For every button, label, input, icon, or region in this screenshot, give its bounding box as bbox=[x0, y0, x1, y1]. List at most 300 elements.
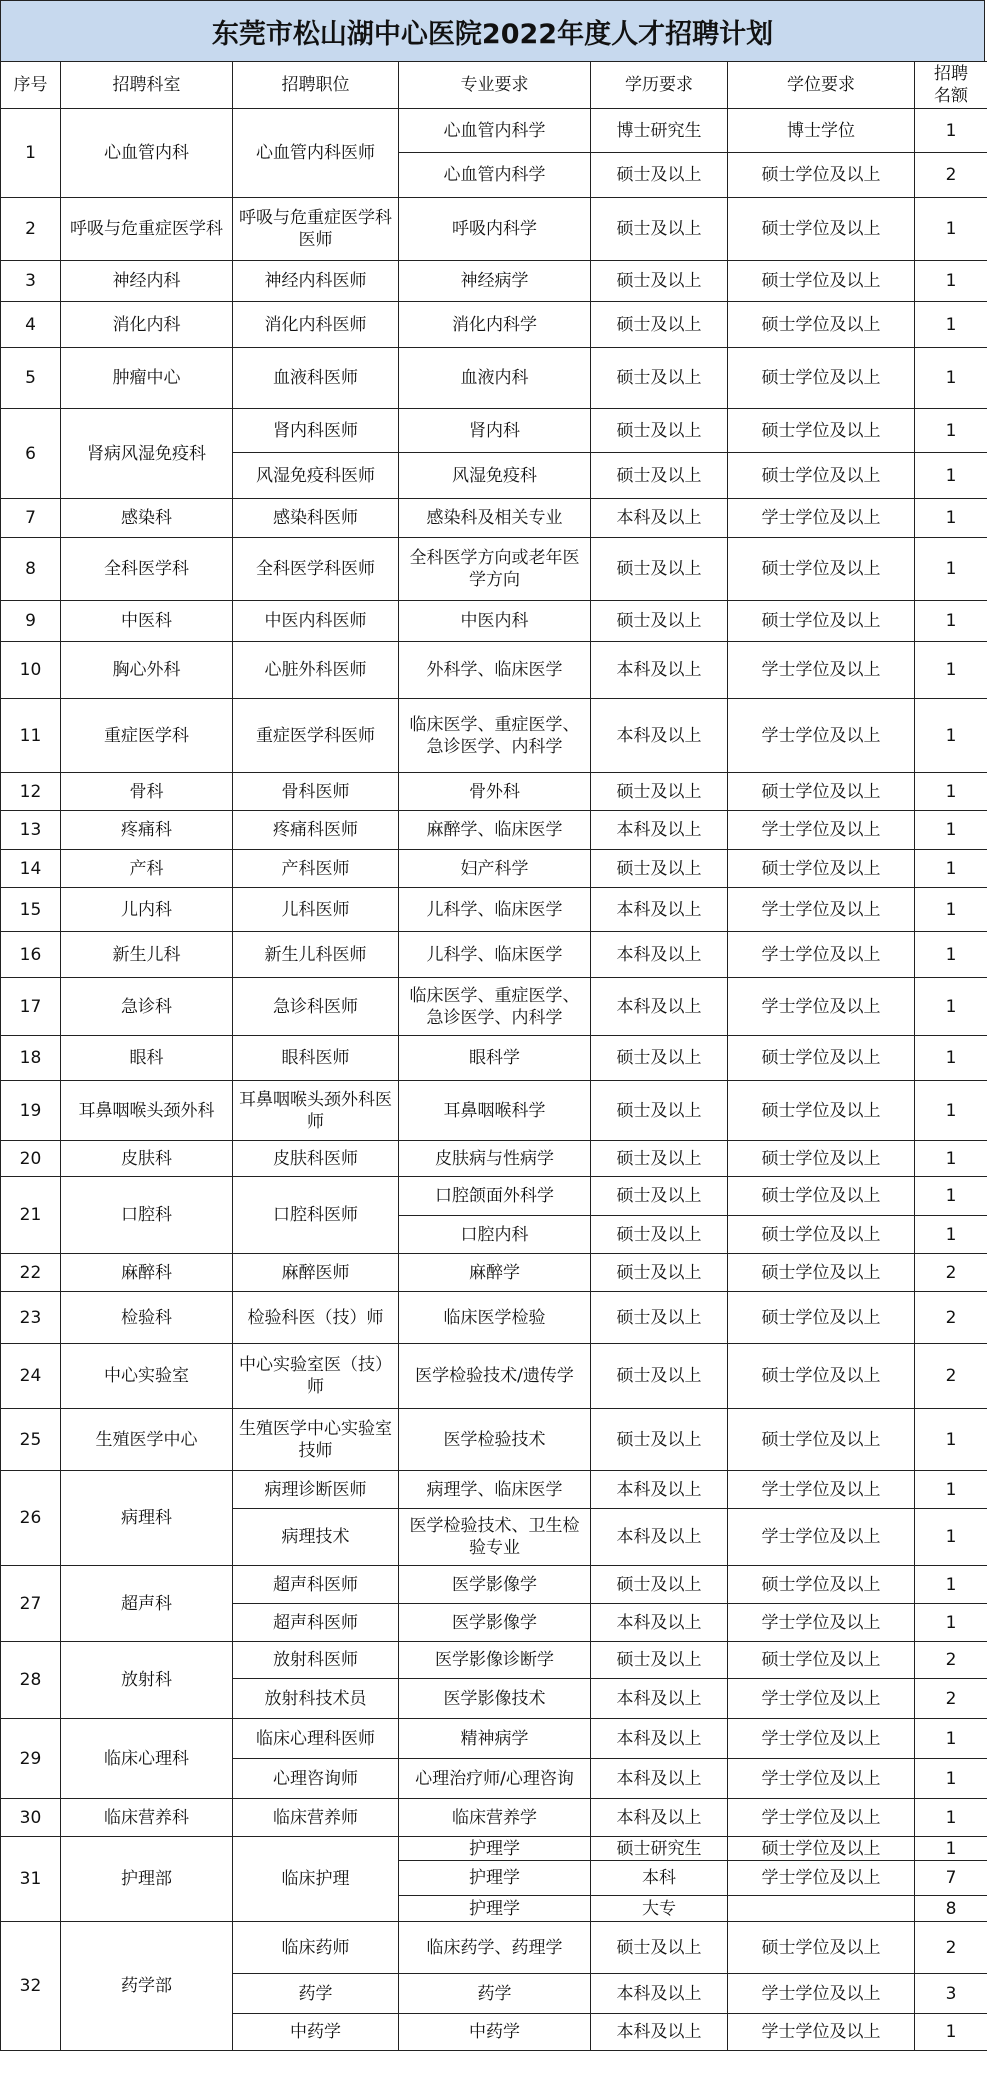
cell-degree: 学士学位及以上 bbox=[728, 699, 915, 773]
cell-degree: 学士学位及以上 bbox=[728, 978, 915, 1036]
cell-degree: 硕士学位及以上 bbox=[728, 198, 915, 261]
cell-degree: 学士学位及以上 bbox=[728, 1679, 915, 1719]
cell-major: 医学影像技术 bbox=[399, 1679, 591, 1719]
cell-no: 16 bbox=[1, 932, 61, 978]
cell-education: 本科及以上 bbox=[591, 1719, 728, 1759]
cell-no: 29 bbox=[1, 1719, 61, 1799]
cell-education: 本科及以上 bbox=[591, 499, 728, 538]
cell-degree: 硕士学位及以上 bbox=[728, 453, 915, 499]
cell-major: 麻醉学、临床医学 bbox=[399, 811, 591, 850]
table-row bbox=[1, 1344, 987, 1409]
cell-position: 疼痛科医师 bbox=[233, 811, 399, 850]
cell-count: 1 bbox=[915, 109, 987, 153]
cell-position: 药学 bbox=[233, 1974, 399, 2014]
cell-position: 临床营养师 bbox=[233, 1799, 399, 1837]
table-row bbox=[1, 1292, 987, 1344]
table-row bbox=[1, 109, 987, 153]
cell-education: 本科及以上 bbox=[591, 2014, 728, 2051]
cell-no: 10 bbox=[1, 642, 61, 699]
cell-count: 2 bbox=[915, 1642, 987, 1679]
cell-degree: 硕士学位及以上 bbox=[728, 1837, 915, 1861]
cell-department: 中心实验室 bbox=[61, 1344, 233, 1409]
cell-no: 2 bbox=[1, 198, 61, 261]
table-row bbox=[1, 1922, 987, 1974]
cell-education: 本科及以上 bbox=[591, 1799, 728, 1837]
cell-education: 硕士及以上 bbox=[591, 1344, 728, 1409]
cell-education: 硕士及以上 bbox=[591, 409, 728, 453]
table-row bbox=[1, 499, 987, 538]
cell-no: 15 bbox=[1, 888, 61, 932]
cell-no: 27 bbox=[1, 1566, 61, 1642]
cell-count: 1 bbox=[915, 932, 987, 978]
cell-count: 1 bbox=[915, 261, 987, 302]
cell-education: 本科及以上 bbox=[591, 1759, 728, 1799]
table-row bbox=[1, 261, 987, 302]
table-row bbox=[1, 1719, 987, 1759]
cell-count: 1 bbox=[915, 1719, 987, 1759]
cell-department: 耳鼻咽喉头颈外科 bbox=[61, 1081, 233, 1141]
cell-major: 医学影像诊断学 bbox=[399, 1642, 591, 1679]
cell-degree: 硕士学位及以上 bbox=[728, 773, 915, 811]
cell-major: 中药学 bbox=[399, 2014, 591, 2051]
table-row bbox=[1, 642, 987, 699]
cell-position: 风湿免疫科医师 bbox=[233, 453, 399, 499]
cell-position: 麻醉医师 bbox=[233, 1254, 399, 1292]
cell-education: 硕士及以上 bbox=[591, 1254, 728, 1292]
header-department: 招聘科室 bbox=[61, 62, 233, 109]
cell-position: 超声科医师 bbox=[233, 1604, 399, 1642]
cell-count: 1 bbox=[915, 1036, 987, 1081]
cell-major: 护理学 bbox=[399, 1837, 591, 1861]
table-row bbox=[1, 850, 987, 888]
cell-major: 精神病学 bbox=[399, 1719, 591, 1759]
table-row bbox=[1, 699, 987, 773]
table-row bbox=[1, 1799, 987, 1837]
cell-position: 感染科医师 bbox=[233, 499, 399, 538]
cell-no: 4 bbox=[1, 302, 61, 348]
table-row bbox=[1, 198, 987, 261]
cell-degree: 学士学位及以上 bbox=[728, 1799, 915, 1837]
cell-count: 1 bbox=[915, 1409, 987, 1471]
table-row bbox=[1, 811, 987, 850]
cell-degree: 硕士学位及以上 bbox=[728, 601, 915, 642]
cell-count: 1 bbox=[915, 1799, 987, 1837]
cell-position: 呼吸与危重症医学科医师 bbox=[233, 198, 399, 261]
cell-education: 硕士及以上 bbox=[591, 1642, 728, 1679]
cell-no: 31 bbox=[1, 1837, 61, 1922]
table-row bbox=[1, 1036, 987, 1081]
cell-count: 1 bbox=[915, 348, 987, 409]
table-row bbox=[1, 773, 987, 811]
cell-no: 32 bbox=[1, 1922, 61, 2051]
cell-education: 本科及以上 bbox=[591, 978, 728, 1036]
header-no: 序号 bbox=[1, 62, 61, 109]
cell-department: 眼科 bbox=[61, 1036, 233, 1081]
table-row bbox=[1, 348, 987, 409]
cell-count: 1 bbox=[915, 642, 987, 699]
cell-count: 3 bbox=[915, 1974, 987, 2014]
cell-count: 1 bbox=[915, 1566, 987, 1604]
cell-no: 30 bbox=[1, 1799, 61, 1837]
cell-count: 2 bbox=[915, 1679, 987, 1719]
cell-education: 硕士及以上 bbox=[591, 601, 728, 642]
cell-count: 1 bbox=[915, 499, 987, 538]
cell-department: 胸心外科 bbox=[61, 642, 233, 699]
cell-department: 心血管内科 bbox=[61, 109, 233, 198]
cell-position: 神经内科医师 bbox=[233, 261, 399, 302]
table-row bbox=[1, 1254, 987, 1292]
cell-degree: 学士学位及以上 bbox=[728, 888, 915, 932]
cell-department: 呼吸与危重症医学科 bbox=[61, 198, 233, 261]
cell-education: 本科及以上 bbox=[591, 699, 728, 773]
header-row bbox=[1, 62, 987, 109]
cell-degree: 硕士学位及以上 bbox=[728, 348, 915, 409]
cell-major: 感染科及相关专业 bbox=[399, 499, 591, 538]
cell-degree: 博士学位 bbox=[728, 109, 915, 153]
cell-position: 病理技术 bbox=[233, 1509, 399, 1566]
cell-degree: 学士学位及以上 bbox=[728, 1759, 915, 1799]
cell-education: 硕士及以上 bbox=[591, 1409, 728, 1471]
table-row bbox=[1, 302, 987, 348]
cell-major: 妇产科学 bbox=[399, 850, 591, 888]
cell-no: 18 bbox=[1, 1036, 61, 1081]
cell-education: 本科及以上 bbox=[591, 1471, 728, 1509]
table-row bbox=[1, 1566, 987, 1604]
cell-major: 临床医学检验 bbox=[399, 1292, 591, 1344]
cell-department: 疼痛科 bbox=[61, 811, 233, 850]
cell-degree: 硕士学位及以上 bbox=[728, 409, 915, 453]
cell-position: 中医内科医师 bbox=[233, 601, 399, 642]
cell-count: 1 bbox=[915, 773, 987, 811]
cell-count: 1 bbox=[915, 302, 987, 348]
cell-major: 肾内科 bbox=[399, 409, 591, 453]
table-row bbox=[1, 538, 987, 601]
cell-count: 1 bbox=[915, 811, 987, 850]
cell-education: 本科及以上 bbox=[591, 888, 728, 932]
cell-education: 本科及以上 bbox=[591, 1604, 728, 1642]
cell-major: 临床医学、重症医学、急诊医学、内科学 bbox=[399, 978, 591, 1036]
cell-count: 1 bbox=[915, 538, 987, 601]
cell-department: 麻醉科 bbox=[61, 1254, 233, 1292]
cell-degree: 学士学位及以上 bbox=[728, 642, 915, 699]
cell-education: 大专 bbox=[591, 1896, 728, 1922]
cell-position: 检验科医（技）师 bbox=[233, 1292, 399, 1344]
cell-no: 22 bbox=[1, 1254, 61, 1292]
cell-count: 7 bbox=[915, 1861, 987, 1896]
cell-education: 硕士及以上 bbox=[591, 1292, 728, 1344]
cell-degree: 硕士学位及以上 bbox=[728, 1177, 915, 1216]
table-row bbox=[1, 978, 987, 1036]
cell-degree: 硕士学位及以上 bbox=[728, 538, 915, 601]
cell-department: 临床心理科 bbox=[61, 1719, 233, 1799]
cell-department: 放射科 bbox=[61, 1642, 233, 1719]
cell-major: 儿科学、临床医学 bbox=[399, 888, 591, 932]
cell-major: 护理学 bbox=[399, 1861, 591, 1896]
cell-degree: 学士学位及以上 bbox=[728, 1471, 915, 1509]
cell-department: 生殖医学中心 bbox=[61, 1409, 233, 1471]
cell-no: 1 bbox=[1, 109, 61, 198]
cell-major: 心血管内科学 bbox=[399, 109, 591, 153]
cell-position: 儿科医师 bbox=[233, 888, 399, 932]
cell-education: 硕士及以上 bbox=[591, 1036, 728, 1081]
cell-major: 护理学 bbox=[399, 1896, 591, 1922]
cell-major: 医学检验技术、卫生检验专业 bbox=[399, 1509, 591, 1566]
cell-no: 3 bbox=[1, 261, 61, 302]
cell-degree: 硕士学位及以上 bbox=[728, 850, 915, 888]
cell-education: 本科及以上 bbox=[591, 932, 728, 978]
cell-education: 硕士及以上 bbox=[591, 198, 728, 261]
cell-no: 6 bbox=[1, 409, 61, 499]
cell-position: 心理咨询师 bbox=[233, 1759, 399, 1799]
cell-count: 1 bbox=[915, 601, 987, 642]
cell-education: 本科及以上 bbox=[591, 1509, 728, 1566]
cell-count: 1 bbox=[915, 1177, 987, 1216]
cell-department: 骨科 bbox=[61, 773, 233, 811]
cell-education: 硕士及以上 bbox=[591, 302, 728, 348]
header-position: 招聘职位 bbox=[233, 62, 399, 109]
cell-count: 1 bbox=[915, 409, 987, 453]
cell-education: 硕士及以上 bbox=[591, 773, 728, 811]
cell-degree: 硕士学位及以上 bbox=[728, 1036, 915, 1081]
cell-education: 硕士及以上 bbox=[591, 453, 728, 499]
cell-position: 临床心理科医师 bbox=[233, 1719, 399, 1759]
cell-department: 新生儿科 bbox=[61, 932, 233, 978]
cell-major: 神经病学 bbox=[399, 261, 591, 302]
table-row bbox=[1, 1642, 987, 1679]
cell-education: 本科 bbox=[591, 1861, 728, 1896]
cell-count: 1 bbox=[915, 2014, 987, 2051]
cell-major: 心血管内科学 bbox=[399, 153, 591, 198]
cell-major: 耳鼻咽喉科学 bbox=[399, 1081, 591, 1141]
cell-position: 眼科医师 bbox=[233, 1036, 399, 1081]
cell-education: 硕士及以上 bbox=[591, 1216, 728, 1254]
table-row bbox=[1, 409, 987, 453]
cell-position: 肾内科医师 bbox=[233, 409, 399, 453]
cell-count: 2 bbox=[915, 1922, 987, 1974]
cell-major: 血液内科 bbox=[399, 348, 591, 409]
cell-major: 临床医学、重症医学、急诊医学、内科学 bbox=[399, 699, 591, 773]
cell-department: 护理部 bbox=[61, 1837, 233, 1922]
cell-degree bbox=[728, 1896, 915, 1922]
cell-degree: 学士学位及以上 bbox=[728, 1974, 915, 2014]
cell-degree: 学士学位及以上 bbox=[728, 1604, 915, 1642]
cell-position: 临床护理 bbox=[233, 1837, 399, 1922]
cell-major: 口腔内科 bbox=[399, 1216, 591, 1254]
cell-department: 神经内科 bbox=[61, 261, 233, 302]
cell-department: 药学部 bbox=[61, 1922, 233, 2051]
cell-no: 8 bbox=[1, 538, 61, 601]
cell-major: 临床药学、药理学 bbox=[399, 1922, 591, 1974]
cell-department: 检验科 bbox=[61, 1292, 233, 1344]
cell-major: 医学检验技术/遗传学 bbox=[399, 1344, 591, 1409]
cell-position: 重症医学科医师 bbox=[233, 699, 399, 773]
cell-no: 12 bbox=[1, 773, 61, 811]
table-row bbox=[1, 601, 987, 642]
cell-no: 11 bbox=[1, 699, 61, 773]
header-count: 招聘 名额 bbox=[915, 62, 987, 109]
cell-degree: 硕士学位及以上 bbox=[728, 1292, 915, 1344]
cell-position: 全科医学科医师 bbox=[233, 538, 399, 601]
cell-degree: 硕士学位及以上 bbox=[728, 1566, 915, 1604]
cell-education: 硕士及以上 bbox=[591, 261, 728, 302]
cell-count: 1 bbox=[915, 699, 987, 773]
cell-major: 药学 bbox=[399, 1974, 591, 2014]
table-row bbox=[1, 1081, 987, 1141]
cell-position: 中心实验室医（技）师 bbox=[233, 1344, 399, 1409]
cell-major: 麻醉学 bbox=[399, 1254, 591, 1292]
cell-department: 病理科 bbox=[61, 1471, 233, 1566]
cell-count: 8 bbox=[915, 1896, 987, 1922]
cell-education: 硕士及以上 bbox=[591, 1081, 728, 1141]
table-row bbox=[1, 932, 987, 978]
cell-count: 2 bbox=[915, 1254, 987, 1292]
cell-no: 25 bbox=[1, 1409, 61, 1471]
cell-position: 新生儿科医师 bbox=[233, 932, 399, 978]
cell-count: 1 bbox=[915, 1216, 987, 1254]
cell-education: 本科及以上 bbox=[591, 642, 728, 699]
cell-education: 硕士及以上 bbox=[591, 538, 728, 601]
cell-position: 耳鼻咽喉头颈外科医师 bbox=[233, 1081, 399, 1141]
cell-major: 临床营养学 bbox=[399, 1799, 591, 1837]
cell-position: 心脏外科医师 bbox=[233, 642, 399, 699]
header-degree: 学位要求 bbox=[728, 62, 915, 109]
cell-count: 1 bbox=[915, 850, 987, 888]
cell-position: 生殖医学中心实验室技师 bbox=[233, 1409, 399, 1471]
cell-position: 皮肤科医师 bbox=[233, 1141, 399, 1177]
cell-count: 1 bbox=[915, 1604, 987, 1642]
table-row bbox=[1, 1141, 987, 1177]
cell-education: 博士研究生 bbox=[591, 109, 728, 153]
cell-position: 急诊科医师 bbox=[233, 978, 399, 1036]
cell-degree: 硕士学位及以上 bbox=[728, 153, 915, 198]
cell-position: 放射科医师 bbox=[233, 1642, 399, 1679]
cell-count: 1 bbox=[915, 1471, 987, 1509]
page-title: 东莞市松山湖中心医院2022年度人才招聘计划 bbox=[0, 0, 985, 62]
cell-degree: 学士学位及以上 bbox=[728, 1509, 915, 1566]
cell-position: 口腔科医师 bbox=[233, 1177, 399, 1254]
cell-count: 2 bbox=[915, 1344, 987, 1409]
cell-count: 1 bbox=[915, 978, 987, 1036]
cell-department: 临床营养科 bbox=[61, 1799, 233, 1837]
cell-count: 1 bbox=[915, 198, 987, 261]
cell-department: 肾病风湿免疫科 bbox=[61, 409, 233, 499]
table-row bbox=[1, 1471, 987, 1509]
cell-no: 19 bbox=[1, 1081, 61, 1141]
recruitment-table bbox=[0, 61, 987, 2051]
cell-no: 24 bbox=[1, 1344, 61, 1409]
cell-major: 医学检验技术 bbox=[399, 1409, 591, 1471]
cell-major: 口腔颌面外科学 bbox=[399, 1177, 591, 1216]
cell-position: 超声科医师 bbox=[233, 1566, 399, 1604]
table-row bbox=[1, 1409, 987, 1471]
table-body bbox=[1, 109, 987, 2051]
cell-no: 21 bbox=[1, 1177, 61, 1254]
cell-no: 20 bbox=[1, 1141, 61, 1177]
cell-major: 外科学、临床医学 bbox=[399, 642, 591, 699]
cell-count: 1 bbox=[915, 453, 987, 499]
cell-no: 17 bbox=[1, 978, 61, 1036]
cell-degree: 硕士学位及以上 bbox=[728, 1141, 915, 1177]
cell-major: 儿科学、临床医学 bbox=[399, 932, 591, 978]
cell-degree: 硕士学位及以上 bbox=[728, 1344, 915, 1409]
cell-count: 1 bbox=[915, 1759, 987, 1799]
cell-count: 1 bbox=[915, 1837, 987, 1861]
cell-education: 本科及以上 bbox=[591, 1679, 728, 1719]
cell-degree: 学士学位及以上 bbox=[728, 1861, 915, 1896]
cell-degree: 学士学位及以上 bbox=[728, 932, 915, 978]
table-row bbox=[1, 1177, 987, 1216]
cell-major: 呼吸内科学 bbox=[399, 198, 591, 261]
cell-degree: 学士学位及以上 bbox=[728, 811, 915, 850]
cell-department: 儿内科 bbox=[61, 888, 233, 932]
cell-department: 全科医学科 bbox=[61, 538, 233, 601]
cell-major: 中医内科 bbox=[399, 601, 591, 642]
cell-department: 感染科 bbox=[61, 499, 233, 538]
cell-major: 医学影像学 bbox=[399, 1566, 591, 1604]
cell-education: 硕士及以上 bbox=[591, 850, 728, 888]
cell-department: 口腔科 bbox=[61, 1177, 233, 1254]
header-major: 专业要求 bbox=[399, 62, 591, 109]
cell-major: 全科医学方向或老年医学方向 bbox=[399, 538, 591, 601]
cell-degree: 硕士学位及以上 bbox=[728, 302, 915, 348]
cell-education: 本科及以上 bbox=[591, 1974, 728, 2014]
cell-education: 硕士及以上 bbox=[591, 153, 728, 198]
cell-major: 眼科学 bbox=[399, 1036, 591, 1081]
cell-major: 心理治疗师/心理咨询 bbox=[399, 1759, 591, 1799]
cell-position: 中药学 bbox=[233, 2014, 399, 2051]
cell-count: 1 bbox=[915, 1509, 987, 1566]
cell-major: 医学影像学 bbox=[399, 1604, 591, 1642]
cell-count: 2 bbox=[915, 1292, 987, 1344]
cell-department: 急诊科 bbox=[61, 978, 233, 1036]
cell-degree: 硕士学位及以上 bbox=[728, 261, 915, 302]
cell-no: 26 bbox=[1, 1471, 61, 1566]
cell-degree: 学士学位及以上 bbox=[728, 1719, 915, 1759]
cell-position: 临床药师 bbox=[233, 1922, 399, 1974]
cell-no: 13 bbox=[1, 811, 61, 850]
cell-education: 硕士及以上 bbox=[591, 1922, 728, 1974]
cell-position: 病理诊断医师 bbox=[233, 1471, 399, 1509]
cell-major: 病理学、临床医学 bbox=[399, 1471, 591, 1509]
cell-no: 23 bbox=[1, 1292, 61, 1344]
cell-count: 1 bbox=[915, 1141, 987, 1177]
cell-department: 肿瘤中心 bbox=[61, 348, 233, 409]
cell-degree: 硕士学位及以上 bbox=[728, 1409, 915, 1471]
table-row bbox=[1, 888, 987, 932]
cell-major: 消化内科学 bbox=[399, 302, 591, 348]
cell-position: 产科医师 bbox=[233, 850, 399, 888]
cell-count: 1 bbox=[915, 1081, 987, 1141]
cell-education: 硕士研究生 bbox=[591, 1837, 728, 1861]
cell-position: 心血管内科医师 bbox=[233, 109, 399, 198]
cell-department: 产科 bbox=[61, 850, 233, 888]
cell-position: 放射科技术员 bbox=[233, 1679, 399, 1719]
cell-degree: 硕士学位及以上 bbox=[728, 1216, 915, 1254]
cell-education: 硕士及以上 bbox=[591, 348, 728, 409]
cell-education: 硕士及以上 bbox=[591, 1141, 728, 1177]
header-education: 学历要求 bbox=[591, 62, 728, 109]
cell-no: 5 bbox=[1, 348, 61, 409]
cell-education: 硕士及以上 bbox=[591, 1177, 728, 1216]
cell-count: 2 bbox=[915, 153, 987, 198]
cell-education: 本科及以上 bbox=[591, 811, 728, 850]
cell-position: 消化内科医师 bbox=[233, 302, 399, 348]
cell-department: 消化内科 bbox=[61, 302, 233, 348]
cell-no: 7 bbox=[1, 499, 61, 538]
cell-department: 超声科 bbox=[61, 1566, 233, 1642]
cell-no: 28 bbox=[1, 1642, 61, 1719]
cell-no: 9 bbox=[1, 601, 61, 642]
